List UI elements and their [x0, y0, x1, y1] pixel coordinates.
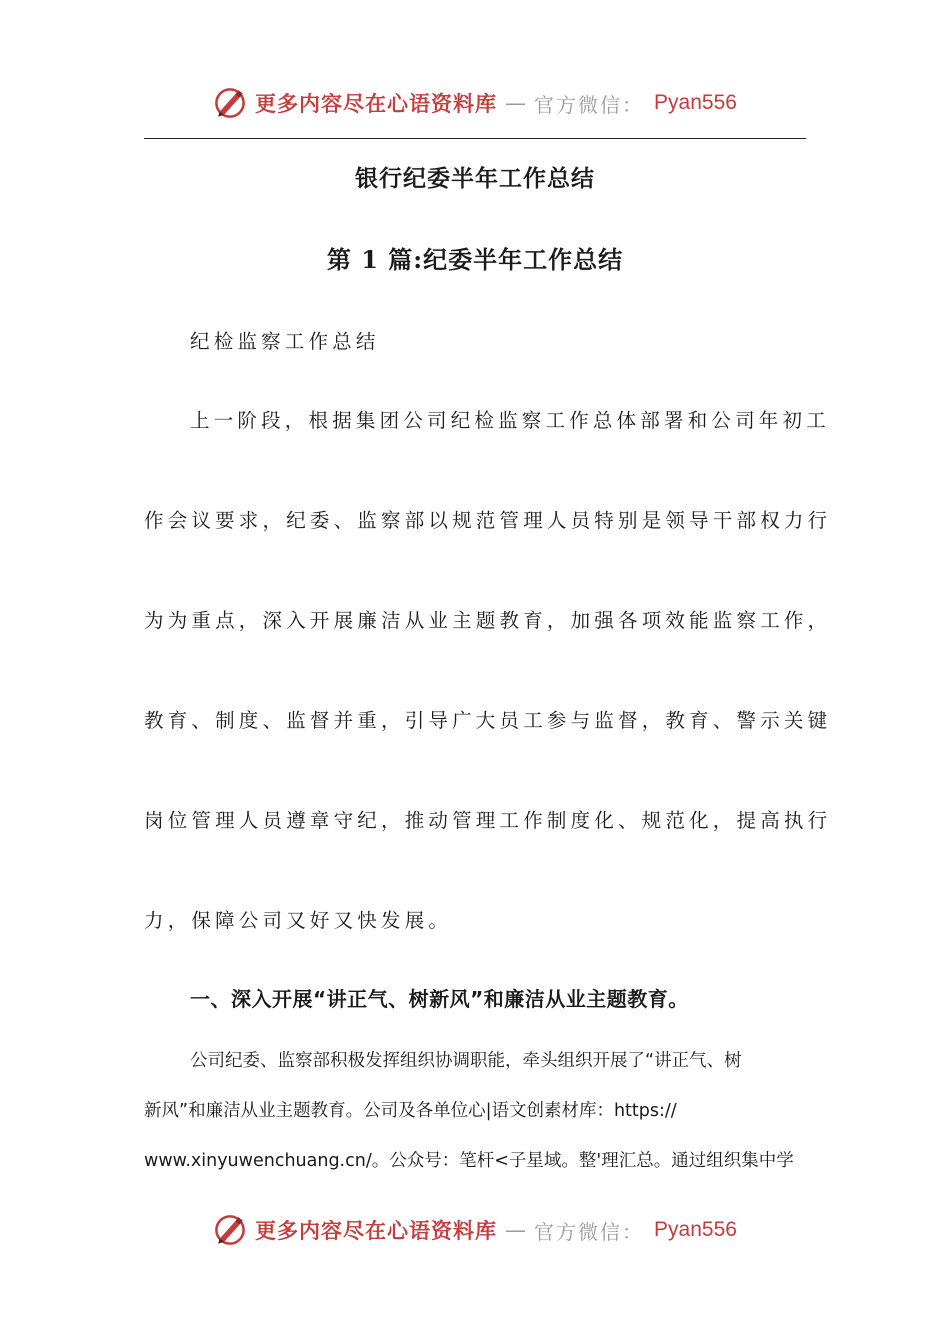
footer-official-label: 官方微信：: [534, 1219, 645, 1244]
banner-wechat-id: Pyan556: [654, 91, 737, 114]
footer-brand-text: 更多内容尽在心语资料库: [255, 1218, 498, 1243]
small-heading: 纪检监察工作总结: [190, 330, 380, 353]
section-heading: 一、深入开展“讲正气、树新风”和廉洁从业主题教育。: [190, 987, 689, 1011]
paragraph-line: 力，保障公司又好又快发展。: [144, 909, 453, 932]
header-banner: [0, 83, 950, 123]
section-line: 新风”和廉洁从业主题教育。公司及各单位心|语文创素材库：https://: [144, 1101, 677, 1121]
header-divider: [144, 138, 806, 139]
pen-logo-icon: [213, 86, 247, 120]
paragraph-line: 为为重点，深入开展廉洁从业主题教育，加强各项效能监察工作，: [144, 609, 832, 632]
paragraph-line: 岗位管理人员遵章守纪，推动管理工作制度化、规范化，提高执行: [144, 809, 832, 832]
banner-official-label: 官方微信：: [534, 92, 645, 117]
section-line: 公司纪委、监察部积极发挥组织协调职能，牵头组织开展了“讲正气、树: [190, 1051, 742, 1071]
document-title: 银行纪委半年工作总结: [355, 165, 595, 192]
banner-brand-text: 更多内容尽在心语资料库: [255, 91, 498, 116]
banner-dash: —: [505, 91, 527, 115]
section-line: www.xinyuwenchuang.cn/。公众号：笔杆<子星域。整'理汇总。通过组织集中学: [144, 1151, 794, 1171]
paragraph-line: 教育、制度、监督并重，引导广大员工参与监督，教育、警示关键: [144, 709, 832, 732]
paragraph-line: 上一阶段，根据集团公司纪检监察工作总体部署和公司年初工: [190, 409, 830, 432]
footer-dash: —: [505, 1218, 527, 1242]
document-subtitle: 第 1 篇:纪委半年工作总结: [326, 245, 624, 274]
paragraph-line: 作会议要求，纪委、监察部以规范管理人员特别是领导干部权力行: [144, 509, 832, 532]
pen-logo-icon: [213, 1213, 247, 1247]
footer-wechat-id: Pyan556: [654, 1218, 737, 1241]
footer-banner: [0, 1210, 950, 1250]
